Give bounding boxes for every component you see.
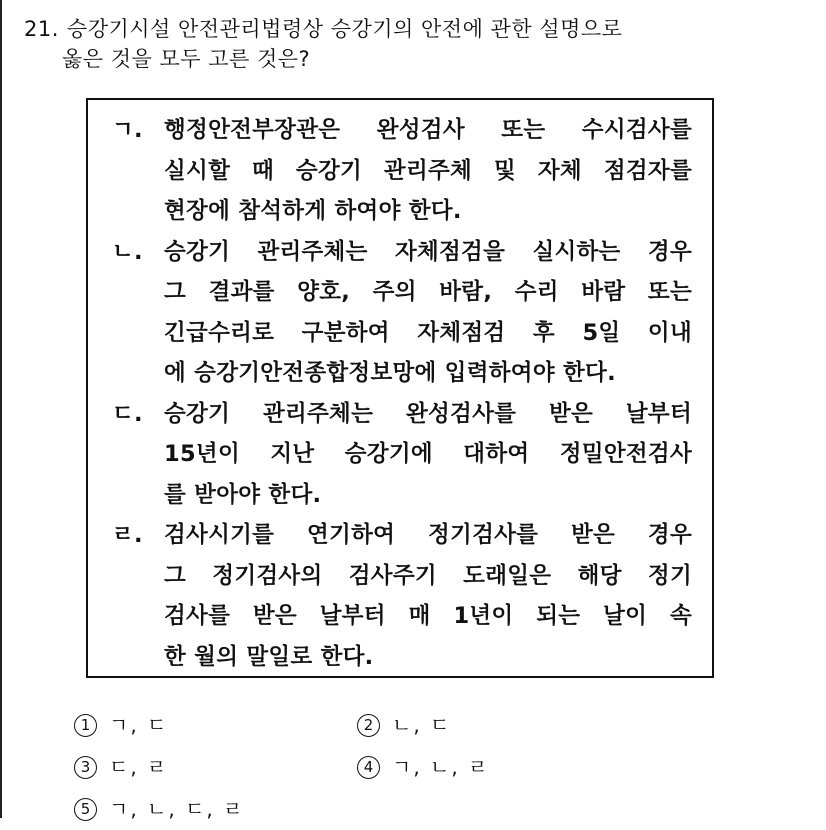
option-text: ㄴ, ㄷ — [392, 713, 452, 737]
statement-box — [86, 98, 714, 678]
option-text: ㄱ, ㄷ — [109, 713, 169, 737]
statement-line: 에 승강기안전종합정보망에 입력하여야 한다. — [164, 360, 616, 386]
statement-label: ㄹ. — [112, 522, 143, 548]
statement-body — [164, 110, 692, 232]
option-number-circle: 2 — [357, 714, 380, 737]
option-row — [74, 704, 634, 746]
statement-line: 승강기 관리주체는 자체점검을 실시하는 경우 — [164, 238, 692, 265]
option-number-circle: 5 — [74, 798, 97, 821]
statement-body — [164, 394, 692, 516]
statement-a — [112, 110, 692, 232]
statement-line: 승강기 관리주체는 완성검사를 받은 날부터 — [164, 400, 692, 427]
statement-b — [112, 232, 692, 394]
statement-line: 를 받아야 한다. — [164, 481, 322, 508]
statement-label: ㄴ. — [112, 238, 143, 265]
option-row — [74, 746, 634, 788]
option-row — [74, 788, 634, 830]
option-number-circle: 4 — [357, 756, 380, 779]
option-number-circle: 1 — [74, 714, 97, 737]
statement-line: 검사를 받은 날부터 매 1년이 되는 날이 속 — [164, 603, 692, 629]
option-5[interactable] — [74, 788, 357, 830]
statement-d — [112, 515, 692, 677]
statement-body — [164, 232, 692, 394]
option-3[interactable] — [74, 746, 357, 788]
option-4[interactable] — [357, 746, 489, 788]
statement-line: 현장에 참석하게 하여야 한다. — [164, 198, 462, 224]
statement-line: 한 월의 말일로 한다. — [164, 643, 374, 670]
question-text-1: 승강기시설 안전관리법령상 승강기의 안전에 관한 설명으로 — [66, 17, 623, 41]
answer-options — [74, 704, 634, 830]
question-text-2: 옳은 것을 모두 고른 것은? — [62, 47, 311, 71]
statement-line: 실시할 때 승강기 관리주체 및 자체 점검자를 — [164, 157, 692, 184]
question-stem — [24, 14, 814, 74]
statement-body — [164, 515, 692, 677]
question-line-1 — [24, 14, 814, 44]
question-number: 21. — [24, 17, 59, 41]
option-text: ㄱ, ㄴ, ㄹ — [392, 755, 490, 779]
option-number-circle: 3 — [74, 756, 97, 779]
statement-line: 15년이 지난 승강기에 대하여 정밀안전검사 — [164, 441, 692, 467]
option-text: ㄷ, ㄹ — [109, 755, 169, 779]
statement-label: ㄱ. — [112, 117, 143, 143]
option-text: ㄱ, ㄴ, ㄷ, ㄹ — [109, 797, 245, 821]
statement-line: 그 결과를 양호, 주의 바람, 수리 바람 또는 — [164, 279, 692, 305]
statement-line: 행정안전부장관은 완성검사 또는 수시검사를 — [164, 117, 692, 143]
statement-line: 그 정기검사의 검사주기 도래일은 해당 정기 — [164, 562, 692, 589]
option-1[interactable] — [74, 704, 357, 746]
statement-line: 검사시기를 연기하여 정기검사를 받은 경우 — [164, 522, 692, 548]
option-2[interactable] — [357, 704, 451, 746]
statement-label: ㄷ. — [112, 400, 143, 427]
statement-line: 긴급수리로 구분하여 자체점검 후 5일 이내 — [164, 319, 692, 346]
statement-c — [112, 394, 692, 516]
